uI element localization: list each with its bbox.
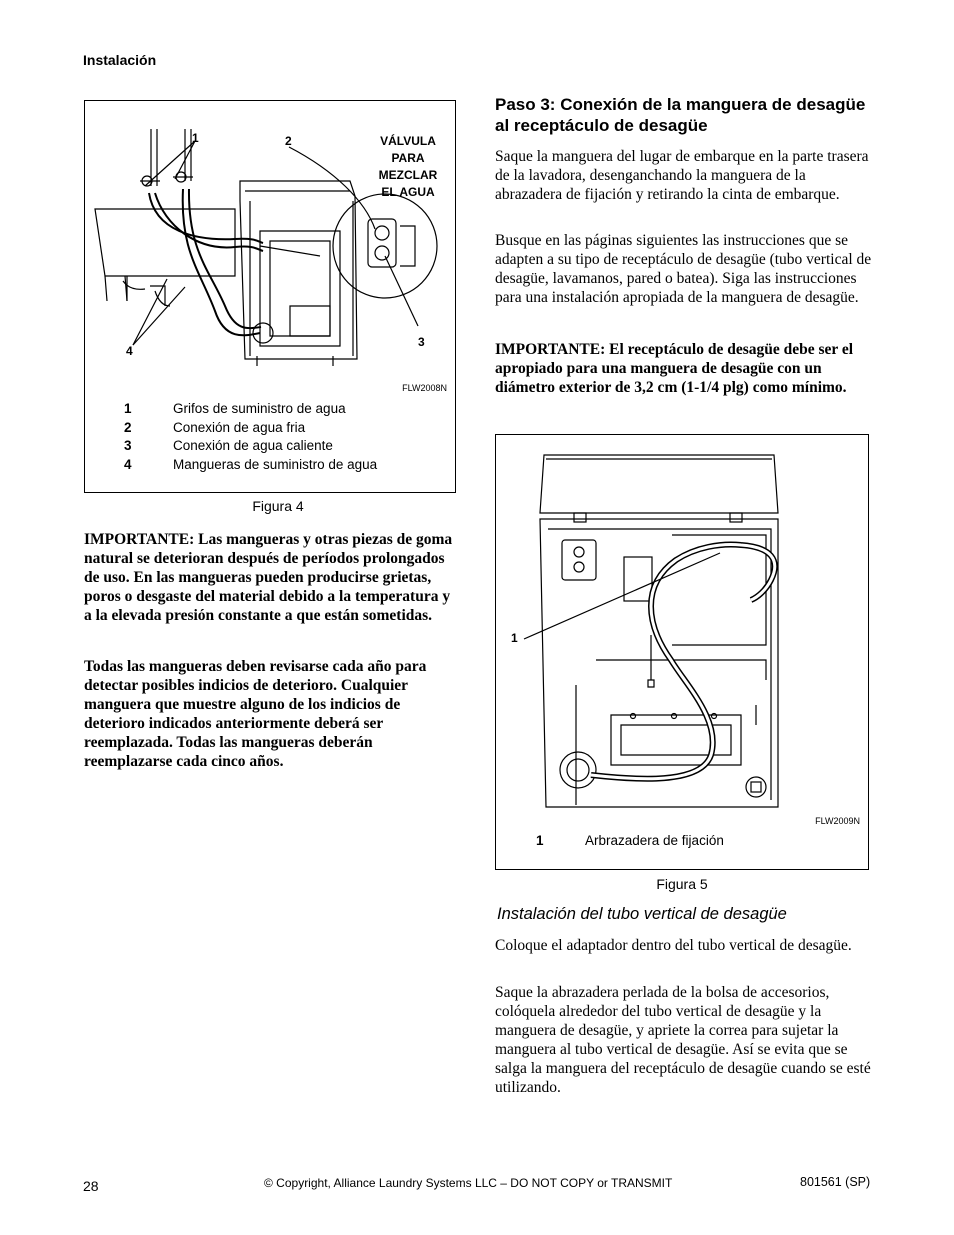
figure-4-caption: Figura 4 bbox=[252, 498, 304, 514]
paragraph: Coloque el adaptador dentro del tubo vertical de desagüe. bbox=[495, 937, 852, 954]
legend-num: 4 bbox=[124, 457, 132, 472]
legend-num: 2 bbox=[124, 420, 132, 435]
figure-4 bbox=[84, 100, 456, 493]
subheading: Instalación del tubo vertical de desagüe bbox=[497, 905, 787, 923]
callout-4: 4 bbox=[126, 344, 133, 358]
figure-code: FLW2008N bbox=[402, 383, 447, 393]
figure-code: FLW2009N bbox=[815, 816, 860, 826]
callout-2: 2 bbox=[285, 134, 292, 148]
copyright-notice: © Copyright, Alliance Laundry Systems LLC – DO NOT COPY or TRANSMIT bbox=[264, 1176, 673, 1190]
paragraph: Saque la abrazadera perlada de la bolsa de accesorios, colóquela alrededor del tubo vertical de desagüe y la manguera de desagüe, y apriete la correa para sujetar la manguera al tubo vertical de desagüe. Así se evita que se salga la manguera del receptáculo de desagüe cuando se esté utilizando. bbox=[495, 984, 871, 1096]
page-number: 28 bbox=[83, 1178, 99, 1194]
legend-num: 3 bbox=[124, 438, 132, 453]
legend-num: 1 bbox=[124, 401, 132, 416]
figure-5-caption: Figura 5 bbox=[656, 876, 708, 892]
important-note-1: IMPORTANTE: Las mangueras y otras piezas de goma natural se deterioran después de períodos prolongados de uso. En las mangueras pueden producirse grietas, poros o desgaste del material debido a la temperatura y a la elevada presión constante a que están sometidas. bbox=[84, 531, 453, 624]
document-code: 801561 (SP) bbox=[800, 1175, 871, 1189]
paragraph: Busque en las páginas siguientes las instrucciones que se adapten a su tipo de receptáculo de desagüe (tubo vertical de desagüe, lavamanos, pared o batea). Siga las instrucciones para una instalación apropiada de la manguera de desagüe. bbox=[495, 232, 872, 306]
callout-1: 1 bbox=[192, 131, 199, 145]
valve-label: VÁLVULA PARA MEZCLAR EL AGUA bbox=[378, 134, 438, 199]
legend-text: Grifos de suministro de agua bbox=[173, 401, 346, 416]
section-label: Instalación bbox=[83, 52, 157, 68]
callout-3: 3 bbox=[418, 335, 425, 349]
legend-text: Arbrazadera de fijación bbox=[585, 833, 724, 848]
important-note-2: Todas las mangueras deben revisarse cada año para detectar posibles indicios de deterioro. Cualquier manguera que muestre alguno de los indicios de deterioro indicados anteriormente deberá ser reemplazada. Todas las mangueras deberán reemplazarse cada cinco años. bbox=[84, 658, 427, 770]
important-note: IMPORTANTE: El receptáculo de desagüe debe ser el apropiado para una manguera de desagüe con un diámetro exterior de 3,2 cm (1-1/4 plg) como mínimo. bbox=[495, 341, 854, 396]
legend-text: Conexión de agua caliente bbox=[173, 438, 333, 453]
legend-text: Conexión de agua fria bbox=[173, 420, 306, 435]
paragraph: Saque la manguera del lugar de embarque en la parte trasera de la lavadora, desenganchando la manguera de la abrazadera de fijación y retirando la cinta de embarque. bbox=[495, 148, 869, 203]
legend-text: Mangueras de suministro de agua bbox=[173, 457, 378, 472]
figure-5 bbox=[495, 434, 869, 870]
callout-1: 1 bbox=[511, 631, 518, 645]
washer-rear-drain-hose-illustration bbox=[496, 435, 868, 869]
step-heading: Paso 3: Conexión de la manguera de desagüe al receptáculo de desagüe bbox=[495, 95, 866, 135]
legend-num: 1 bbox=[536, 833, 544, 848]
